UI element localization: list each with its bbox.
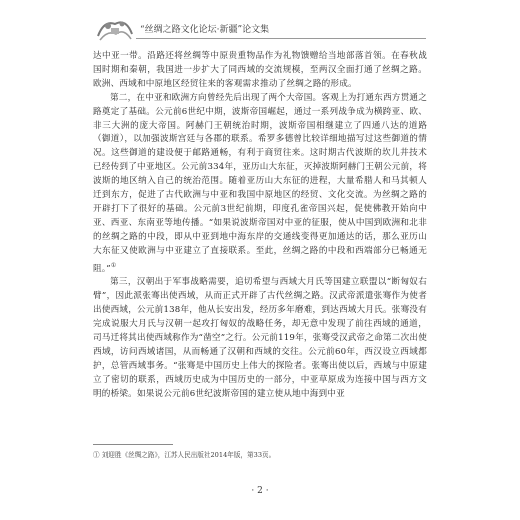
footnote-reference[interactable]: ① [110, 261, 117, 269]
paragraph-2 [93, 92, 427, 277]
paragraph-2-text: 第二，在中亚和欧洲方向曾经先后出现了两个大帝国。客观上为打通东西方贯通之路奠定了基础。公元前6世纪中期，波斯帝国崛起，通过一系列战争成为横跨亚、欧、非三大洲的庞大帝国。阿赫门王朝统治时期，波斯帝国相继建立了四通八达的道路（御道），以加强波斯宫廷与各郡的联系。希罗多德曾比较详细地描写过这些御道的情况。这些御道的建设便于邮路通畅，有利于商贸往来。这时期古代波斯的坎儿井技术已经传到了中亚地区。公元前334年，亚历山大东征，灭掉波斯阿赫门王朝公元前，将波斯的地区纳入自己的统治范围。随着亚历山大东征的进程，大量希腊人和马其顿人迁到东方，促进了古代欧洲与中亚和我国中原地区的经贸、文化交流。为丝绸之路的开辟打下了很好的基础。公元前3世纪前期，印度孔雀帝国兴起，促使佛教开始向中亚、西亚、东南亚等地传播。“如果说波斯帝国对中亚的征服，使从中国到欧洲和北非的丝绸之路的中段，即从中亚到地中海东岸的交通线变得更加通达的话，那么亚历山大东征又使欧洲与中亚建立了直接联系。至此，丝绸之路的中段和西端部分已畅通无阻。” [93, 92, 427, 274]
footnote: ① 刘迎胜《丝绸之路》，江苏人民出版社2014年版，第33页。 [93, 451, 276, 459]
footnote-divider [93, 444, 173, 445]
header-title: “丝绸之路文化论坛·新疆”论文集 [140, 25, 270, 35]
silk-road-forum-logo-icon [96, 14, 134, 44]
paragraph-1: 达中亚一带。沿路还将丝绸等中原贵重物品作为礼物馈赠给当地部落首领。在春秋战国时期和秦朝，我国进一步扩大了同西域的交流规模，至两汉全面打通了丝绸之路。欧洲、西域和中原地区经贸往来的客观需求推动了丝绸之路的形成。 [93, 51, 427, 89]
page-number: · 2 · [251, 486, 269, 496]
body-text [93, 50, 427, 402]
paragraph-3: 第三，汉朝出于军事战略需要，追切希望与西域大月氏等国建立联盟以“断匈奴右臂”，因此派张骞出使西域，从而正式开辟了古代丝绸之路。汉武帝派遣张骞作为使者出使西域，公元前138年，他从长安出发，经历多年磨难，到达西域大月氏。张骞没有完成说服大月氏与汉朝一起攻打匈奴的战略任务，却无意中发现了前往西域的通道，司马迁将其出使西域称作为“凿空”之行。公元前119年，张骞受汉武帝之命第二次出使西域，访问西域诸国，从而畅通了汉朝和西域的交往。公元前60年，西汉设立西域都护，总管西域事务。“张骞是中国历史上伟大的探险者。张骞出使以后，西域与中原建立了密切的联系，西域历史成为中国历史的一部分，中亚草原成为连接中国与西方文明的桥梁。如果说公元前6世纪波斯帝国的建立使从地中海到中亚 [93, 277, 427, 399]
page-header [96, 14, 426, 48]
header-divider [136, 38, 426, 39]
